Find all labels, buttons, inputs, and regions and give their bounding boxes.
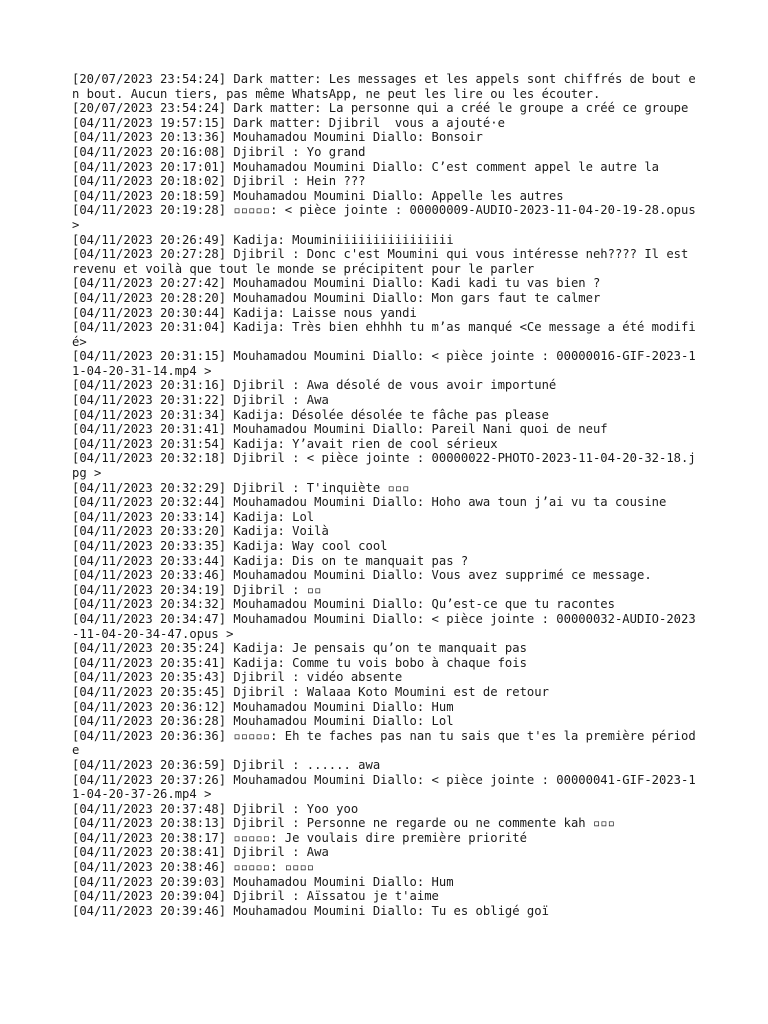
chat-message-line: [20/07/2023 23:54:24] Dark matter: La personne qui a créé le groupe a créé ce groupe xyxy=(72,101,689,116)
chat-message-line: [04/11/2023 20:32:44] Mouhamadou Moumini Diallo: Hoho awa toun j’ai vu ta cousine xyxy=(72,495,667,510)
chat-message-line: [04/11/2023 20:39:04] Djibril : Aïssatou je t'aime xyxy=(72,889,439,904)
chat-message-line: [04/11/2023 20:16:08] Djibril : Yo grand xyxy=(72,144,366,159)
chat-message-line: [04/11/2023 20:35:41] Kadija: Comme tu vois bobo à chaque fois xyxy=(72,655,527,670)
chat-message-line: [04/11/2023 20:18:59] Mouhamadou Moumini Diallo: Appelle les autres xyxy=(72,188,564,203)
chat-message-line: [04/11/2023 20:35:43] Djibril : vidéo absente xyxy=(72,670,403,685)
chat-message-line: [04/11/2023 20:38:17] ▫▫▫▫▫: Je voulais dire première priorité xyxy=(72,830,527,845)
chat-message-line: [04/11/2023 20:36:36] ▫▫▫▫▫: Eh te faches pas nan tu sais que t'es la première période xyxy=(72,728,696,758)
chat-message-line: [04/11/2023 20:27:42] Mouhamadou Moumini Diallo: Kadi kadi tu vas bien ? xyxy=(72,276,601,291)
chat-message-line: [04/11/2023 20:28:20] Mouhamadou Moumini Diallo: Mon gars faut te calmer xyxy=(72,290,601,305)
chat-message-line: [04/11/2023 20:37:26] Mouhamadou Moumini Diallo: < pièce jointe : 00000041-GIF-2023-11-04-20-37-26.mp4 > xyxy=(72,772,696,802)
chat-message-line: [04/11/2023 20:31:41] Mouhamadou Moumini Diallo: Pareil Nani quoi de neuf xyxy=(72,422,608,437)
chat-message-line: [04/11/2023 20:30:44] Kadija: Laisse nous yandi xyxy=(72,305,417,320)
chat-message-line: [04/11/2023 20:39:46] Mouhamadou Moumini Diallo: Tu es obligé goï xyxy=(72,903,549,918)
chat-message-line: [04/11/2023 20:33:46] Mouhamadou Moumini Diallo: Vous avez supprimé ce message. xyxy=(72,568,652,583)
chat-message-line: [04/11/2023 20:39:03] Mouhamadou Moumini Diallo: Hum xyxy=(72,874,454,889)
chat-message-line: [04/11/2023 20:38:13] Djibril : Personne ne regarde ou ne commente kah ▫▫▫ xyxy=(72,816,615,831)
chat-message-line: [04/11/2023 19:57:15] Dark matter: Djibril vous a ajouté·e xyxy=(72,115,505,130)
chat-message-line: [04/11/2023 20:36:12] Mouhamadou Moumini Diallo: Hum xyxy=(72,699,454,714)
chat-message-line: [04/11/2023 20:18:02] Djibril : Hein ??? xyxy=(72,174,366,189)
chat-message-line: [04/11/2023 20:33:44] Kadija: Dis on te manquait pas ? xyxy=(72,553,469,568)
chat-message-line: [04/11/2023 20:33:35] Kadija: Way cool cool xyxy=(72,539,388,553)
chat-message-line: [04/11/2023 20:26:49] Kadija: Mouminiiiiiiiiiiiiiiii xyxy=(72,232,454,247)
chat-message-line: [04/11/2023 20:38:41] Djibril : Awa xyxy=(72,845,329,860)
chat-message-line: [20/07/2023 23:54:24] Dark matter: Les messages et les appels sont chiffrés de bout en bout. Aucun tiers, pas même WhatsApp, ne peut les lire ou les écouter. xyxy=(72,72,696,101)
chat-message-line: [04/11/2023 20:38:46] ▫▫▫▫▫: ▫▫▫▫ xyxy=(72,860,315,875)
chat-message-line: [04/11/2023 20:35:45] Djibril : Walaaa Koto Moumini est de retour xyxy=(72,684,549,699)
chat-message-line: [04/11/2023 20:17:01] Mouhamadou Moumini Diallo: C’est comment appel le autre la xyxy=(72,159,659,174)
chat-message-line: [04/11/2023 20:36:28] Mouhamadou Moumini Diallo: Lol xyxy=(72,714,454,729)
chat-message-line: [04/11/2023 20:31:22] Djibril : Awa xyxy=(72,393,329,408)
chat-message-line: [04/11/2023 20:33:14] Kadija: Lol xyxy=(72,509,315,524)
chat-message-line: [04/11/2023 20:34:32] Mouhamadou Moumini Diallo: Qu’est-ce que tu racontes xyxy=(72,597,615,612)
chat-message-line: [04/11/2023 20:32:29] Djibril : T'inquiète ▫▫▫ xyxy=(72,480,410,495)
chat-message-line: [04/11/2023 20:34:19] Djibril : ▫▫ xyxy=(72,582,322,597)
chat-message-line: [04/11/2023 20:13:36] Mouhamadou Moumini Diallo: Bonsoir xyxy=(72,130,483,145)
chat-message-line: [04/11/2023 20:32:18] Djibril : < pièce jointe : 00000022-PHOTO-2023-11-04-20-32-18.jpg > xyxy=(72,451,696,481)
chat-message-line: [04/11/2023 20:31:34] Kadija: Désolée désolée te fâche pas please xyxy=(72,407,549,422)
chat-message-line: [04/11/2023 20:31:54] Kadija: Y’avait rien de cool sérieux xyxy=(72,436,498,451)
chat-message-line: [04/11/2023 20:19:28] ▫▫▫▫▫: < pièce jointe : 00000009-AUDIO-2023-11-04-20-19-28.opus > xyxy=(72,203,704,232)
chat-message-line: [04/11/2023 20:31:16] Djibril : Awa désolé de vous avoir importuné xyxy=(72,378,557,393)
chat-message-line: [04/11/2023 20:37:48] Djibril : Yoo yoo xyxy=(72,801,359,816)
chat-message-line: [04/11/2023 20:35:24] Kadija: Je pensais qu’on te manquait pas xyxy=(72,641,527,656)
chat-transcript xyxy=(72,72,704,918)
chat-message-line: [04/11/2023 20:31:04] Kadija: Très bien ehhhh tu m’as manqué <Ce message a été modifié> xyxy=(72,320,696,349)
chat-message-line: [04/11/2023 20:33:20] Kadija: Voilà xyxy=(72,524,329,539)
chat-message-line: [04/11/2023 20:34:47] Mouhamadou Moumini Diallo: < pièce jointe : 00000032-AUDIO-2023-11-04-20-34-47.opus > xyxy=(72,611,696,641)
chat-message-line: [04/11/2023 20:27:28] Djibril : Donc c'est Moumini qui vous intéresse neh???? Il est revenu et voilà que tout le monde se précipitent pour le parler xyxy=(72,247,696,276)
chat-message-line: [04/11/2023 20:31:15] Mouhamadou Moumini Diallo: < pièce jointe : 00000016-GIF-2023-11-04-20-31-14.mp4 > xyxy=(72,349,696,378)
chat-message-line: [04/11/2023 20:36:59] Djibril : ...... awa xyxy=(72,757,381,772)
